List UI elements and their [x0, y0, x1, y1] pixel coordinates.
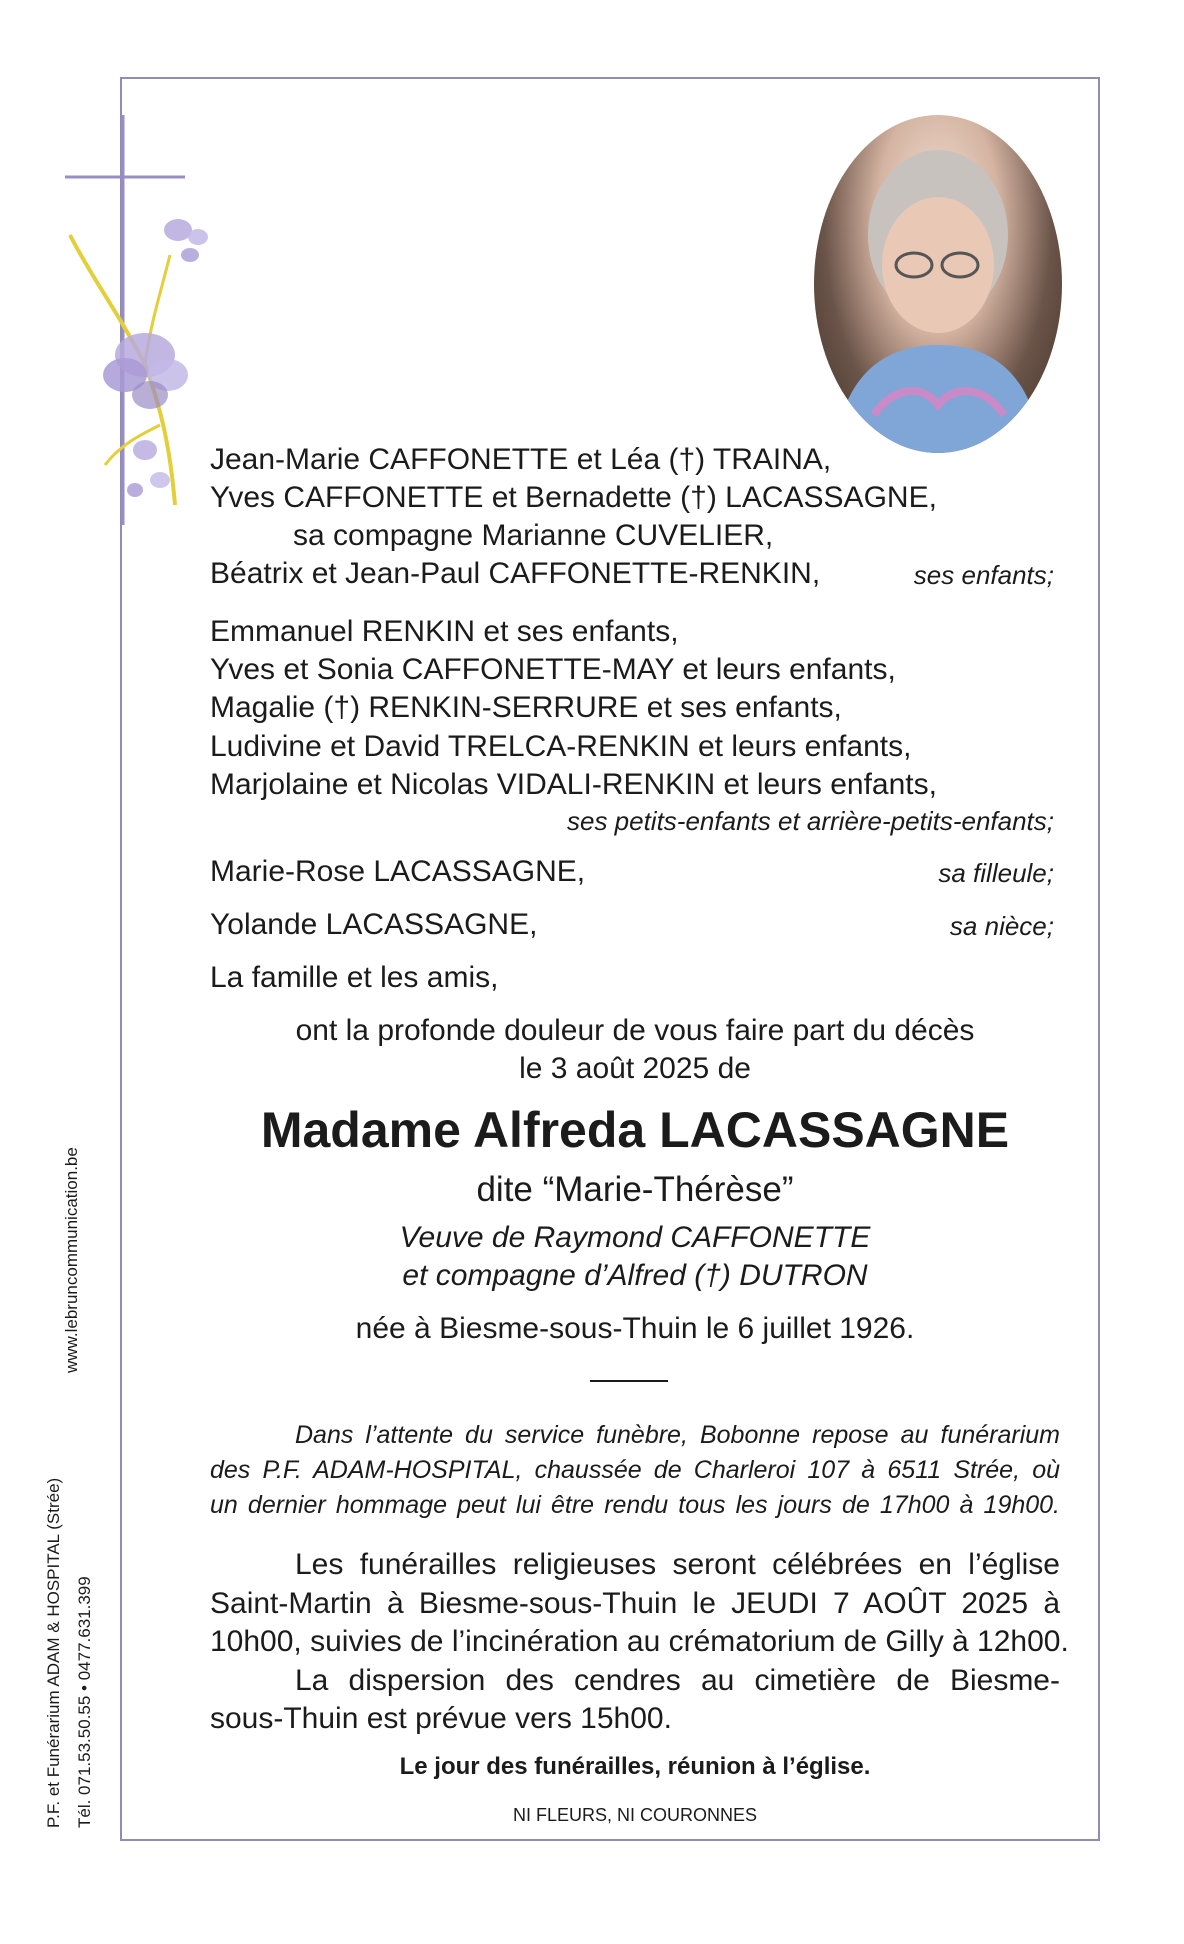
child-line-3: sa compagne Marianne CUVELIER, [293, 519, 774, 552]
funeral-home-phones: Tél. 071.53.50.55 • 0477.631.399 [75, 1576, 94, 1828]
funeral-line-4: La dispersion des cendres au cimetière de Biesme- [295, 1663, 1060, 1697]
announce-line-2: le 3 août 2025 de [519, 1052, 751, 1085]
repose-line-1: Dans l’attente du service funèbre, Bobonne repose au funérarium [295, 1421, 1060, 1449]
grandchildren-role: ses petits-enfants et arrière-petits-enfants; [566, 806, 1054, 836]
portrait-figure [814, 115, 1062, 453]
funeral-line-2: Saint-Martin à Biesme-sous-Thuin le JEUDI 7 AOÛT 2025 à [210, 1586, 1060, 1620]
website-text: www.lebruncommunication.be [62, 1147, 81, 1373]
birth-line: née à Biesme-sous-Thuin le 6 juillet 1926. [355, 1312, 915, 1345]
grandchild-line-5: Marjolaine et Nicolas VIDALI-RENKIN et leurs enfants, [210, 768, 937, 801]
deceased-nickname: dite “Marie-Thérèse” [476, 1170, 794, 1209]
grandchild-line-4: Ludivine et David TRELCA-RENKIN et leurs enfants, [210, 730, 912, 763]
no-flowers-note: NI FLEURS, NI COURONNES [512, 1805, 758, 1825]
grandchild-line-3: Magalie (†) RENKIN-SERRURE et ses enfants, [210, 691, 842, 724]
repose-line-3: un dernier hommage peut lui être rendu tous les jours de 17h00 à 19h00. [210, 1491, 1060, 1519]
repose-line-2: des P.F. ADAM-HOSPITAL, chaussée de Charleroi 107 à 6511 Strée, où [210, 1456, 1060, 1484]
deceased-name: Madame Alfreda LACASSAGNE [260, 1102, 1010, 1158]
funeral-line-1: Les funérailles religieuses seront célébrées en l’église [295, 1548, 1060, 1581]
niece-role: sa nièce; [949, 911, 1054, 941]
family-line: La famille et les amis, [210, 961, 499, 994]
cross-flower-icon [50, 105, 225, 535]
section-divider [590, 1380, 668, 1382]
funeral-line-5: sous-Thuin est prévue vers 15h00. [210, 1702, 672, 1735]
portrait-photo [814, 115, 1062, 453]
announce-line-1: ont la profonde douleur de vous faire part du décès [295, 1014, 975, 1047]
child-line-1: Jean-Marie CAFFONETTE et Léa (†) TRAINA, [210, 443, 832, 476]
child-line-2: Yves CAFFONETTE et Bernadette (†) LACASSAGNE, [210, 481, 937, 514]
grandchild-line-1: Emmanuel RENKIN et ses enfants, [210, 615, 679, 648]
child-line-4: Béatrix et Jean-Paul CAFFONETTE-RENKIN, [210, 557, 821, 590]
children-role: ses enfants; [913, 560, 1054, 590]
goddaughter-role: sa filleule; [938, 858, 1054, 888]
meeting-note: Le jour des funérailles, réunion à l’église. [399, 1753, 871, 1780]
funeral-home-credit [38, 1448, 100, 1828]
widow-line: Veuve de Raymond CAFFONETTE [399, 1221, 871, 1254]
goddaughter-name: Marie-Rose LACASSAGNE, [210, 855, 586, 888]
funeral-line-3: 10h00, suivies de l’incinération au crématorium de Gilly à 12h00. [210, 1625, 1069, 1658]
grandchild-line-2: Yves et Sonia CAFFONETTE-MAY et leurs enfants, [210, 653, 896, 686]
funeral-home-name: P.F. et Funérarium ADAM & HOSPITAL (Strée) [44, 1477, 63, 1828]
niece-name: Yolande LACASSAGNE, [210, 908, 538, 941]
funeral-paragraph [210, 1546, 1069, 1739]
repose-paragraph [210, 1418, 1060, 1523]
partner-line: et compagne d’Alfred (†) DUTRON [402, 1259, 868, 1292]
